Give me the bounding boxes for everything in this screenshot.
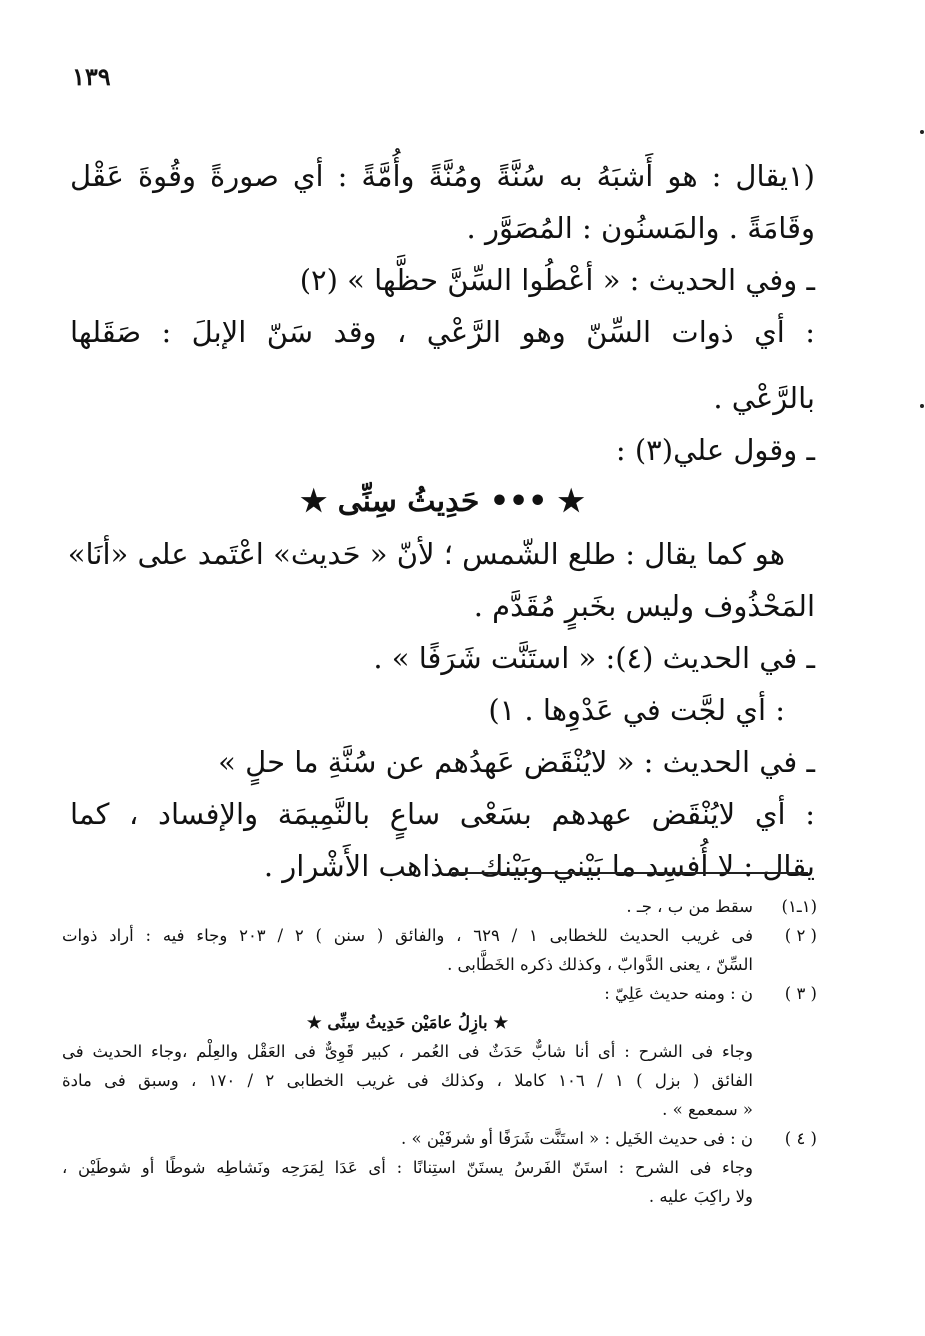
footnote-line: ولا راكِبَ عليه . xyxy=(648,1187,753,1206)
footnote-body xyxy=(62,1124,753,1211)
footnote-line: ن : ومنه حديث عَلِيّ : xyxy=(604,984,753,1003)
text-line: وقَامَةً . والمَسنُون : المُصَوَّر . xyxy=(466,211,815,245)
footnote-line: « سمعمع » . xyxy=(662,1100,753,1119)
text-line: : أي ذوات السِّنّ وهو الرَّعْي ، وقد سَنّ الإبلَ : صَقَلها xyxy=(70,315,815,349)
text-line: : أي لجَّت في عَدْوِها . ١) xyxy=(488,693,785,727)
footnote-marker: (١ـ١) xyxy=(781,897,817,916)
text-line: ـ وفي الحديث : « أعْطُوا السِّنَّ حظَّها » (٢) xyxy=(299,263,815,297)
line-gap xyxy=(70,358,815,372)
footnote-marker: ( ٤ ) xyxy=(784,1129,817,1148)
text-line: (١يقال : هو أَشبَهُ به سُنَّةً ومُنَّةً وأُمَّةً : أي صورةً وقُوةَ عَقْل xyxy=(70,159,815,193)
text-line: : أي لايُنْقَض عهدهم بسَعْى ساعٍ بالنَّمِيمَة والإفساد ، كما xyxy=(70,797,815,831)
footnote xyxy=(62,892,817,921)
text-line: ـ وقول علي(٣) : xyxy=(615,433,815,467)
footnote-divider xyxy=(452,872,808,874)
text-line: بالرَّعْي . xyxy=(713,381,815,415)
footnote-verse: ★ بازِلُ عامَيْن حَدِيثُ سِنِّى ★ xyxy=(306,1013,509,1032)
footnote-line: السِّنّ ، يعنى الدَّوابّ ، وكذلك ذكره الخَطَّابى . xyxy=(447,955,753,974)
footnote-line: ن : فى حديث الخَيل : « استَنَّت شَرَفًا أو شرفَيْن » . xyxy=(401,1129,753,1148)
footnote-body xyxy=(62,979,753,1124)
footnote-line: وجاء فى الشرح : أى أنا شابٌّ حَدَثٌ فى العُمر ، كبير قَوِىٌّ فى العَقْل والعِلْم ،وجاء الحديث فى xyxy=(62,1042,753,1061)
text-line: هو كما يقال : طلع الشّمس ؛ لأنّ « حَديث» اعْتَمد على «أنَا» xyxy=(67,537,785,571)
scan-speck xyxy=(920,130,924,134)
footnote xyxy=(62,921,817,979)
entry-heading: ★ ••• حَدِيثُ سِنِّى ★ xyxy=(300,484,585,519)
footnote-line: سقط من ب ، جـ . xyxy=(626,897,753,916)
footnote-body xyxy=(62,921,753,979)
main-text xyxy=(67,150,815,892)
footnote-body xyxy=(62,892,753,921)
footnotes xyxy=(62,892,817,1211)
scan-speck xyxy=(920,404,924,408)
footnote xyxy=(62,1124,817,1211)
text-line: ـ في الحديث (٤): « استَنَّت شَرَفًا » . xyxy=(373,641,815,675)
text-line: ـ في الحديث : « لايُنْقَض عَهدُهم عن سُنَّةِ ما حلٍ » xyxy=(218,745,815,779)
text-line: يقال : لا أُفسِد ما بَيْني وبَيْنك بمذاهب الأَشْرار . xyxy=(263,849,815,883)
page-number: ١٣٩ xyxy=(72,62,111,91)
footnote-line: الفائق ( بزل ) ١ / ١٠٦ كاملا ، وكذلك فى غريب الخطابى ٢ / ١٧٠ ، وسبق فى مادة xyxy=(62,1071,753,1090)
footnote-line: فى غريب الحديث للخطابى ١ / ٦٢٩ ، والفائق ( سنن ) ٢ / ٢٠٣ وجاء فيه : أراد ذوات xyxy=(62,926,753,945)
text-line: المَحْذُوف وليس بخَبرٍ مُقَدَّم . xyxy=(473,589,815,623)
footnote-marker: ( ٣ ) xyxy=(784,984,817,1003)
footnote xyxy=(62,979,817,1124)
footnote-line: وجاء فى الشرح : استَنّ الفَرسُ يستَنّ استِنانًا : أى عَدَا لِمَرَحِه ونَشاطِه شوطًا أو شوطَيْن ، xyxy=(62,1158,753,1177)
footnote-marker: ( ٢ ) xyxy=(784,926,817,945)
